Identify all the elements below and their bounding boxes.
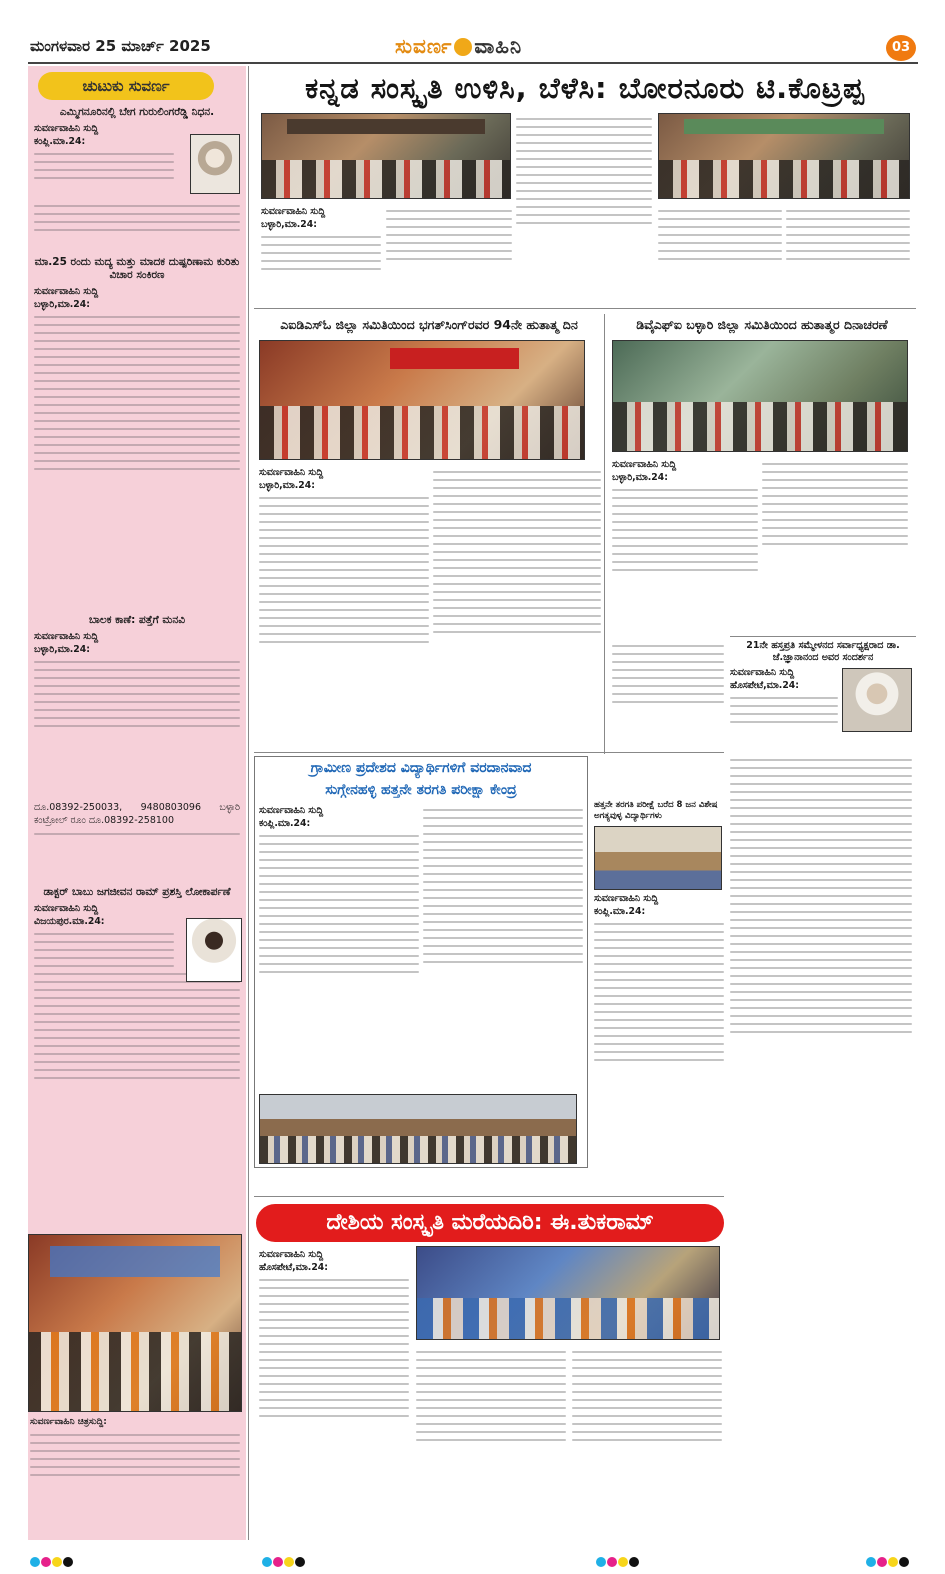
brief-body [34, 661, 240, 801]
exam-headline-line1: ಗ್ರಾಮೀಣ ಪ್ರದೇಶದ ವಿದ್ಯಾರ್ಥಿಗಳಿಗೆ ವರದಾನವಾದ [310, 760, 532, 776]
brief-dateline: ಕಂಪ್ಲಿ.ಮಾ.24: [34, 136, 86, 148]
exam-headline-line2: ಸುಗ್ಗೇನಹಳ್ಳಿ ಹತ್ತನೇ ತರಗತಿ ಪರೀಕ್ಷಾ ಕೇಂದ್ರ [325, 782, 517, 798]
registration-marks [30, 1552, 74, 1562]
issue-date: ಮಂಗಳವಾರ 25 ಮಾರ್ಚ್ 2025 [30, 37, 211, 55]
main-story-text-top [516, 113, 652, 303]
section-rule [254, 752, 724, 753]
brief-dateline: ವಿಜಯಪುರ.ಮಾ.24: [34, 916, 105, 928]
students-text [594, 892, 724, 1166]
students-photo [594, 826, 722, 890]
logo-right: ವಾಹಿನಿ [474, 34, 523, 58]
brief-byline: ಸುವರ್ಣವಾಹಿನಿ ಸುದ್ದಿ [34, 123, 99, 135]
sidebar-event-photo [28, 1234, 242, 1412]
page-number: 03 [886, 35, 916, 61]
main-story-text-col1 [261, 205, 381, 303]
students-dateline: ಕಂಪ್ಲಿ.ಮಾ.24: [594, 906, 646, 917]
registration-marks [866, 1552, 910, 1562]
brief-dateline: ಬಳ್ಳಾರಿ,ಮಾ.24: [34, 644, 90, 656]
interview-portrait-photo [842, 668, 912, 732]
brief-headline: ಡಾಕ್ಟರ್ ಬಾಬು ಜಗಜೀವನ ರಾಮ್ ಪ್ರಶಸ್ತಿ ಲೋಕಾರ್ಪಣೆ [43, 886, 231, 898]
registration-marks [262, 1552, 306, 1562]
dyfi-headline: ಡಿವೈಎಫ್ಐ ಬಳ್ಳಾರಿ ಜಿಲ್ಲಾ ಸಮಿತಿಯಿಂದ ಹುತಾತ್ಮರ ದಿನಾಚರಣೆ [636, 317, 888, 332]
main-story-dateline: ಬಳ್ಳಾರಿ,ಮಾ.24: [261, 219, 317, 230]
exam-text-col1 [259, 804, 419, 1088]
brief-body [34, 933, 174, 967]
dyfi-text-col2 [762, 458, 908, 628]
main-story-photo-right [658, 113, 910, 199]
sammelana-byline: ಸುವರ್ಣವಾಹಿನಿ ಸುದ್ದಿ [730, 667, 795, 678]
exam-center-photo [259, 1094, 577, 1164]
sammelana-text-body [730, 754, 912, 1230]
dyfi-text-col1-cont [612, 640, 724, 770]
dyfi-dateline: ಬಳ್ಳಾರಿ,ಮಾ.24: [612, 472, 668, 483]
brief-phones: ದೂ.08392-250033, 9480803096 ಬಳ್ಳಾರಿ ಕಂಟ್ರೋಲ್ ರೂಂ ದೂ.08392-258100 [34, 802, 240, 827]
brief-headline: ಬಾಲಕ ಕಾಣೆ: ಪತ್ತೆಗೆ ಮನವಿ [89, 614, 185, 626]
section-rule [254, 308, 916, 309]
students-byline: ಸುವರ್ಣವಾಹಿನಿ ಸುದ್ದಿ [594, 893, 659, 904]
main-story-byline: ಸುವರ್ಣವಾಹಿನಿ ಸುದ್ದಿ [261, 206, 326, 217]
logo-left: ಸುವರ್ಣ [395, 34, 453, 58]
obituary-photo [190, 134, 240, 194]
sammelana-dateline: ಹೊಸಪೇಟೆ,ಮಾ.24: [730, 680, 799, 691]
sidebar-photo-caption [30, 1416, 240, 1526]
dyfi-photo [612, 340, 908, 452]
masthead-rule [28, 62, 918, 64]
brief-byline: ಸುವರ್ಣವಾಹಿನಿ ಸುದ್ದಿ [34, 903, 99, 915]
section-rule [730, 636, 916, 637]
brief-byline: ಸುವರ್ಣವಾಹಿನಿ ಸುದ್ದಿ [34, 286, 99, 298]
bhagat-headline: ಎಐಡಿಎಸ್ಓ ಜಿಲ್ಲಾ ಸಮಿತಿಯಿಂದ ಭಗತ್‌ಸಿಂಗ್‌ರವರ 94ನೇ ಹುತಾತ್ಮ ದಿನ [280, 317, 578, 332]
main-story-text-col5 [786, 205, 910, 303]
sammelana-headline: 21ನೇ ಹಸ್ತಪ್ರತಿ ಸಮ್ಮೇಳನದ ಸರ್ವಾಧ್ಯಕ್ಷರಾದ ಡಾ. ಜೆ.ಜ್ಞಾನಾನಂದ ಅವರ ಸಂದರ್ಶನ [746, 640, 900, 663]
caption-byline: ಸುವರ್ಣವಾಹಿನಿ ಚಿತ್ರಸುದ್ದಿ: [30, 1417, 107, 1427]
bhagat-photo [259, 340, 585, 460]
main-story-photo-left [261, 113, 511, 199]
newspaper-logo [395, 34, 522, 58]
culture-text-col3 [572, 1346, 722, 1520]
brief-headline: ಎಮ್ಮಿಗನೂರಿನಲ್ಲಿ ಬೇಗ ಗುರುಲಿಂಗರೆಡ್ಡಿ ನಿಧನ. [59, 106, 215, 118]
bhagat-text-col2 [433, 466, 601, 744]
bhagat-byline: ಸುವರ್ಣವಾಹಿನಿ ಸುದ್ದಿ [259, 467, 324, 478]
bhagat-dateline: ಬಳ್ಳಾರಿ,ಮಾ.24: [259, 480, 315, 491]
exam-byline: ಸುವರ್ಣವಾಹಿನಿ ಸುದ್ದಿ [259, 805, 324, 816]
sammelana-text-top [730, 666, 838, 752]
brief-body-cont [34, 200, 240, 237]
brief-item [28, 614, 246, 884]
main-headline: ಕನ್ನಡ ಸಂಸ್ಕೃತಿ ಉಳಿಸಿ, ಬೆಳೆಸಿ: ಬೋರನೂರು ಟಿ.ಕೊಟ್ರಪ್ಪ [305, 71, 865, 105]
culture-text-col2 [416, 1346, 566, 1520]
brief-body-cont [34, 973, 240, 1079]
section-rule [254, 1196, 724, 1197]
culture-dateline: ಹೊಸಪೇಟೆ,ಮಾ.24: [259, 1262, 328, 1273]
brief-byline: ಸುವರ್ಣವಾಹಿನಿ ಸುದ್ದಿ [34, 631, 99, 643]
students-photo-caption: ಹತ್ತನೇ ತರಗತಿ ಪರೀಕ್ಷೆ ಬರೆದ 8 ಜನ ವಿಶೇಷ ಅಗತ್ಯವುಳ್ಳ ವಿದ್ಯಾರ್ಥಿಗಳು [594, 800, 718, 821]
culture-byline: ಸುವರ್ಣವಾಹಿನಿ ಸುದ್ದಿ [259, 1249, 324, 1260]
column-rule [248, 66, 249, 1540]
exam-text-col2 [423, 804, 583, 1088]
main-story-text-col4 [658, 205, 782, 303]
bhagat-text-col1 [259, 466, 429, 744]
main-story-text-col2 [386, 205, 512, 303]
culture-photo [416, 1246, 720, 1340]
briefs-badge: ಚುಟುಕು ಸುವರ್ಣ [38, 72, 214, 100]
registration-marks [596, 1552, 640, 1562]
award-portrait-photo [186, 918, 242, 982]
brief-item [28, 256, 246, 616]
brief-headline: ಮಾ.25 ರಂದು ಮದ್ಯ ಮತ್ತು ಮಾದಕ ದುಷ್ಪರಿಣಾಮ ಕುರಿತು ವಿಚಾರ ಸಂಕಿರಣ [34, 256, 240, 282]
brief-dateline: ಬಳ್ಳಾರಿ,ಮಾ.24: [34, 299, 90, 311]
culture-headline: ದೇಶಿಯ ಸಂಸ್ಕೃತಿ ಮರೆಯದಿರಿ: ಈ.ತುಕರಾಮ್ [256, 1204, 724, 1242]
culture-text-col1 [259, 1248, 409, 1520]
masthead [0, 0, 945, 66]
dyfi-byline: ಸುವರ್ಣವಾಹಿನಿ ಸುದ್ದಿ [612, 459, 677, 470]
exam-dateline: ಕಂಪ್ಲಿ.ಮಾ.24: [259, 818, 311, 829]
column-rule [604, 314, 605, 754]
sun-icon [454, 38, 472, 56]
dyfi-text-col1 [612, 458, 758, 638]
